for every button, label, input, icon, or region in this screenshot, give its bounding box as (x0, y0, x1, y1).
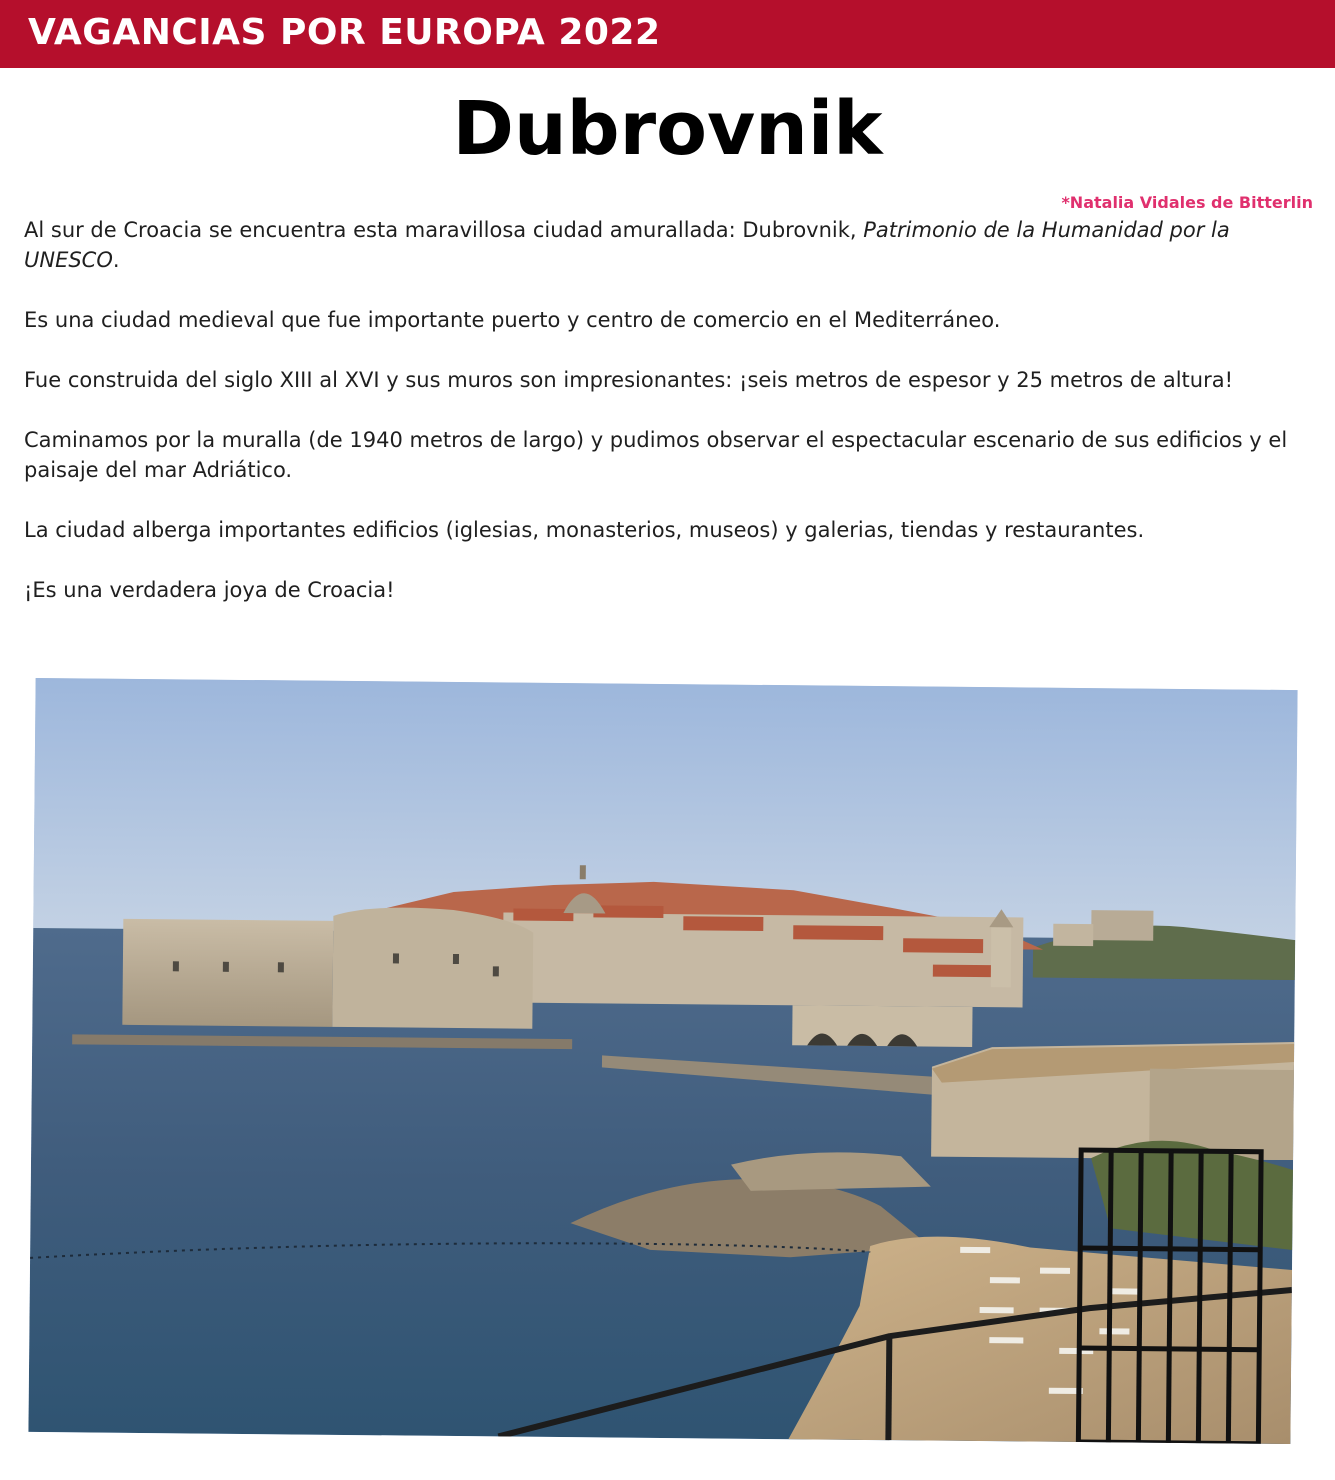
author-byline: *Natalia Vidales de Bitterlin (1061, 193, 1313, 212)
dubrovnik-photo-illustration (28, 678, 1297, 1444)
bell-tower (991, 927, 1012, 987)
article-body (24, 215, 1314, 605)
paragraph-intro (24, 215, 1314, 275)
lovrijenac-fortress (1091, 910, 1153, 941)
paragraph-closing: ¡Es una verdadera joya de Croacia! (24, 578, 395, 602)
banner-title: VAGANCIAS POR EUROPA 2022 (28, 12, 661, 53)
fortress-round-tower (332, 907, 533, 1029)
unesco-phrase: Patrimonio de la Humanidad por la UNESCO (24, 218, 1230, 272)
page-title: Dubrovnik (452, 86, 883, 172)
header-banner (0, 0, 1335, 68)
paragraph-walls: Fue construida del siglo XIII al XVI y sus muros son impresionantes: ¡seis metros de espesor y 25 metros de altura! (24, 368, 1233, 392)
dubrovnik-photo (28, 678, 1297, 1444)
st-john-fortress (122, 919, 333, 1027)
paragraph-walk: Caminamos por la muralla (de 1940 metros de largo) y pudimos observar el espectacular escenario de sus edificios y el paisaje del mar Adriático. (24, 428, 1288, 482)
paragraph-intro-text: Al sur de Croacia se encuentra esta maravillosa ciudad amurallada: Dubrovnik, (24, 218, 864, 242)
paragraph-buildings: La ciudad alberga importantes edificios (iglesias, monasterios, museos) y galerias, tiendas y restaurantes. (24, 518, 1145, 542)
paragraph-intro-end: . (112, 248, 120, 272)
paragraph-medieval: Es una ciudad medieval que fue importante puerto y centro de comercio en el Mediterráneo. (24, 308, 1001, 332)
